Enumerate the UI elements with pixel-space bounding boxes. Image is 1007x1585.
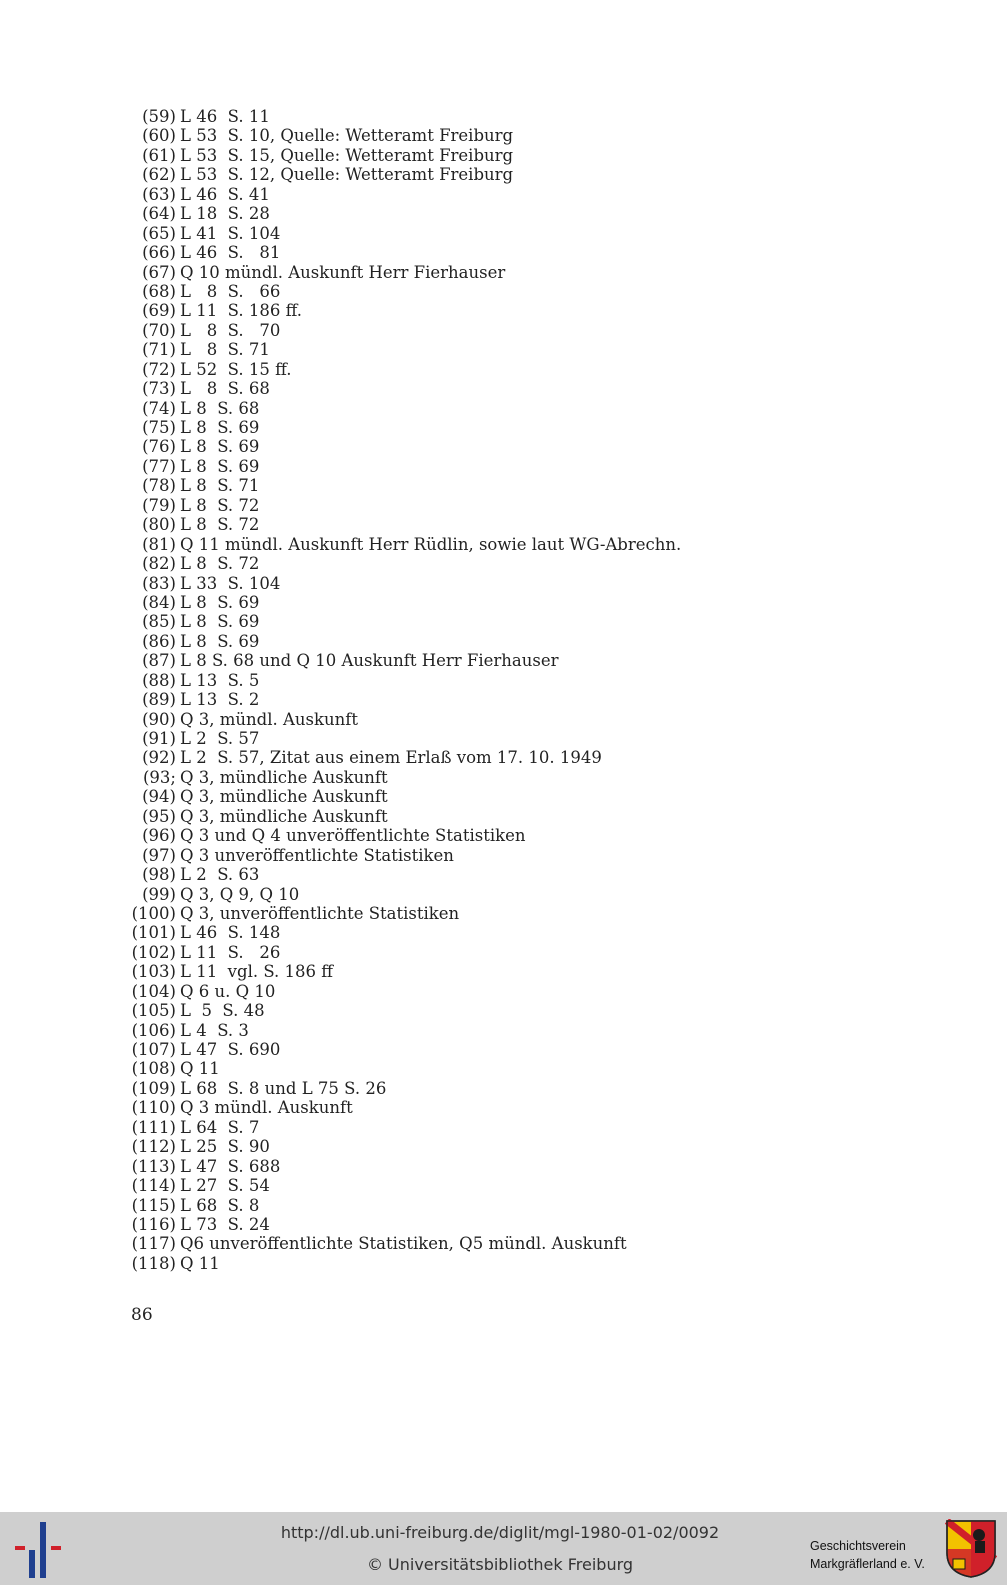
footnote-number: (94) [142, 787, 176, 807]
footnote-text: L 41 S. 104 [180, 223, 281, 243]
footnote-number: (75) [142, 418, 176, 437]
society-line-2: Markgräflerland e. V. [810, 1557, 925, 1571]
footnote-text: L 73 S. 24 [180, 1214, 270, 1234]
society-line-1: Geschichtsverein [810, 1539, 906, 1553]
footnote-item [128, 437, 828, 456]
footnote-number: (111) [131, 1117, 176, 1137]
footnote-text: L 8 S. 69 [180, 592, 260, 612]
footnote-number: (96) [142, 826, 176, 846]
footnote-number: (70) [142, 320, 176, 340]
footnote-text: L 8 S. 71 [180, 340, 270, 360]
footnote-text: L 53 S. 10, Quelle: Wetteramt Freiburg [180, 126, 514, 146]
footnote-number: (74) [142, 398, 176, 418]
footnote-number: (78) [142, 476, 176, 496]
footnote-item [128, 1001, 828, 1020]
footnote-text: Q 3, unveröffentlichte Statistiken [180, 903, 460, 923]
footnote-number: (115) [131, 1195, 176, 1215]
footnote-item [128, 146, 828, 165]
footnote-text: Q 10 mündl. Auskunft Herr Fierhauser [180, 262, 506, 282]
footnote-number: (100) [131, 903, 176, 923]
footnote-number: (63) [142, 184, 176, 204]
footnote-item [128, 107, 828, 126]
footnote-number: (112) [131, 1137, 176, 1157]
footnote-text: L 2 S. 63 [180, 865, 260, 885]
footnote-number: (65) [142, 223, 176, 243]
footnote-item [128, 457, 828, 476]
footnote-number: (88) [142, 670, 176, 690]
footnote-text: Q 3 mündl. Auskunft [180, 1098, 353, 1118]
footnote-text: L 33 S. 104 [180, 573, 281, 593]
footnote-text: L 11 S. 26 [180, 942, 281, 962]
footnote-number: (80) [142, 515, 176, 535]
footnote-text: Q 11 [180, 1253, 220, 1273]
footnote-number: (79) [142, 495, 176, 515]
footnote-text: L 53 S. 12, Quelle: Wetteramt Freiburg [180, 165, 514, 185]
footnote-text: L 8 S. 69 [180, 437, 260, 457]
page-number: 86 [131, 1305, 153, 1325]
footnote-number: (113) [131, 1156, 176, 1176]
society-name [810, 1537, 925, 1573]
footnote-item [128, 1079, 828, 1098]
footnote-item [128, 165, 828, 184]
footnote-number: (103) [131, 962, 176, 982]
footnote-number: (105) [131, 1001, 176, 1021]
footnote-item [128, 1157, 828, 1176]
footnote-item [128, 1176, 828, 1195]
footnote-text: L 47 S. 690 [180, 1040, 281, 1059]
footnote-text: L 8 S. 69 [180, 418, 260, 437]
footnote-number: (60) [142, 126, 176, 146]
footnote-number: (107) [131, 1040, 176, 1059]
footnote-text: L 8 S. 69 [180, 456, 260, 476]
footnote-text: L 46 S. 81 [180, 243, 281, 263]
footnote-text: L 2 S. 57 [180, 729, 260, 748]
footnote-number: (93; [143, 767, 176, 787]
footnote-text: Q 3 und Q 4 unveröffentlichte Statistiken [180, 826, 526, 846]
footnote-text: L 13 S. 5 [180, 670, 260, 690]
footnote-text: Q 11 mündl. Auskunft Herr Rüdlin, sowie laut WG-Abrechn. [180, 534, 682, 554]
footnote-item [128, 379, 828, 398]
footnote-text: L 68 S. 8 [180, 1195, 260, 1215]
footnote-item [128, 1059, 828, 1078]
footnote-item [128, 748, 828, 767]
footnote-number: (90) [142, 709, 176, 729]
footnote-number: (99) [142, 884, 176, 904]
footnote-item [128, 671, 828, 690]
footnote-text: Q 3 unveröffentlichte Statistiken [180, 845, 454, 865]
footnote-text: L 46 S. 41 [180, 184, 270, 204]
footnote-number: (101) [131, 923, 176, 943]
footnote-text: L 8 S. 68 und Q 10 Auskunft Herr Fierhauser [180, 651, 559, 671]
footnote-text: L 8 S. 68 [180, 398, 260, 418]
footnote-number: (62) [142, 165, 176, 185]
footnote-item [128, 1137, 828, 1156]
footnote-item [128, 593, 828, 612]
footnote-number: (77) [142, 456, 176, 476]
footnote-text: L 68 S. 8 und L 75 S. 26 [180, 1078, 387, 1098]
footnote-text: L 4 S. 3 [180, 1020, 249, 1040]
footnote-text: L 64 S. 7 [180, 1117, 260, 1137]
footnote-item [128, 710, 828, 729]
footnote-number: (95) [142, 806, 176, 826]
footnote-text: Q 11 [180, 1059, 220, 1079]
footnote-number: (109) [131, 1078, 176, 1098]
footnote-text: L 46 S. 148 [180, 923, 281, 943]
footnote-text: L 8 S. 72 [180, 554, 260, 574]
footnote-number: (81) [142, 534, 176, 554]
footnote-number: (69) [142, 301, 176, 321]
footnote-text: L 8 S. 71 [180, 476, 260, 496]
footnote-item [128, 282, 828, 301]
footnote-item [128, 126, 828, 145]
footnote-item [128, 943, 828, 962]
footnote-number: (87) [142, 651, 176, 671]
footnote-text: L 2 S. 57, Zitat aus einem Erlaß vom 17. 10. 1949 [180, 748, 602, 768]
footnote-text: L 53 S. 15, Quelle: Wetteramt Freiburg [180, 145, 514, 165]
footnote-text: L 5 S. 48 [180, 1001, 265, 1021]
footnote-item [128, 1254, 828, 1273]
footnote-text: L 8 S. 69 [180, 612, 260, 632]
footnote-item [128, 632, 828, 651]
footnote-item [128, 923, 828, 942]
footnote-item [128, 515, 828, 534]
footnote-number: (85) [142, 612, 176, 632]
footnote-text: L 13 S. 2 [180, 690, 260, 710]
footnote-item [128, 496, 828, 515]
footnote-number: (117) [131, 1234, 176, 1254]
footnote-item [128, 535, 828, 554]
footnote-text: L 46 S. 11 [180, 107, 270, 126]
footnote-item [128, 1215, 828, 1234]
footnote-item [128, 690, 828, 709]
footnote-number: (91) [142, 729, 176, 748]
footnote-number: (82) [142, 554, 176, 574]
footnote-text: L 8 S. 69 [180, 631, 260, 651]
footnote-number: (92) [142, 748, 176, 768]
footnote-item [128, 204, 828, 223]
footnote-text: Q 3, mündliche Auskunft [180, 767, 388, 787]
footnote-number: (59) [142, 107, 176, 126]
footnote-text: Q6 unveröffentlichte Statistiken, Q5 mündl. Auskunft [180, 1234, 627, 1254]
footnote-item [128, 729, 828, 748]
footnote-number: (98) [142, 865, 176, 885]
footnote-number: (89) [142, 690, 176, 710]
footnote-item [128, 807, 828, 826]
footnote-item [128, 904, 828, 923]
footnote-number: (67) [142, 262, 176, 282]
document-url-link[interactable]: http://dl.ub.uni-freiburg.de/diglit/mgl-1980-01-02/0092 [280, 1523, 720, 1542]
footnote-text: Q 3, mündl. Auskunft [180, 709, 358, 729]
footnote-text: L 47 S. 688 [180, 1156, 281, 1176]
footnote-item [128, 301, 828, 320]
footnote-item [128, 574, 828, 593]
ub-freiburg-logo-icon[interactable] [10, 1520, 66, 1578]
footnote-item [128, 885, 828, 904]
footnote-number: (83) [142, 573, 176, 593]
footnote-item [128, 321, 828, 340]
copyright-text: © Universitätsbibliothek Freiburg [366, 1555, 634, 1574]
footnote-item [128, 1040, 828, 1059]
footnote-text: Q 6 u. Q 10 [180, 981, 276, 1001]
footnote-number: (71) [142, 340, 176, 360]
footnote-item [128, 1234, 828, 1253]
footnote-item [128, 865, 828, 884]
footnote-number: (76) [142, 437, 176, 457]
footnote-number: (102) [131, 942, 176, 962]
footnote-number: (68) [142, 281, 176, 301]
footnote-item [128, 1098, 828, 1117]
footnote-item [128, 224, 828, 243]
footnote-text: L 8 S. 66 [180, 281, 281, 301]
footnote-item [128, 243, 828, 262]
footnote-item [128, 1118, 828, 1137]
footnote-text: Q 3, Q 9, Q 10 [180, 884, 300, 904]
footnote-item [128, 826, 828, 845]
footnote-number: (61) [142, 145, 176, 165]
footnote-text: L 8 S. 70 [180, 320, 281, 340]
footnote-item [128, 962, 828, 981]
footnote-number: (72) [142, 359, 176, 379]
footnote-number: (106) [131, 1020, 176, 1040]
footnote-item [128, 651, 828, 670]
footnote-text: L 52 S. 15 ff. [180, 359, 292, 379]
footnote-number: (86) [142, 631, 176, 651]
footnote-number: (66) [142, 243, 176, 263]
footnote-item [128, 185, 828, 204]
footnote-number: (64) [142, 204, 176, 224]
footnote-item [128, 554, 828, 573]
footnote-item [128, 768, 828, 787]
footnote-text: L 11 vgl. S. 186 ff [180, 962, 334, 982]
footnote-text: L 8 S. 72 [180, 515, 260, 535]
footnote-text: Q 3, mündliche Auskunft [180, 806, 388, 826]
viewer-footer [0, 1512, 1007, 1585]
footnote-item [128, 787, 828, 806]
footnote-text: Q 3, mündliche Auskunft [180, 787, 388, 807]
footnote-text: L 18 S. 28 [180, 204, 270, 224]
footnote-number: (116) [131, 1214, 176, 1234]
footnote-item [128, 1021, 828, 1040]
footnote-text: L 8 S. 68 [180, 379, 270, 399]
footnote-number: (104) [131, 981, 176, 1001]
footnote-item [128, 846, 828, 865]
coat-of-arms-icon[interactable] [945, 1519, 997, 1579]
footnote-item [128, 612, 828, 631]
footnote-number: (84) [142, 592, 176, 612]
footnote-text: L 25 S. 90 [180, 1137, 270, 1157]
footnote-text: L 8 S. 72 [180, 495, 260, 515]
footnote-list [128, 107, 828, 1273]
footnote-number: (114) [131, 1176, 176, 1196]
footnote-number: (110) [131, 1098, 176, 1118]
footnote-number: (97) [142, 845, 176, 865]
footnote-text: L 11 S. 186 ff. [180, 301, 303, 321]
footnote-item [128, 1196, 828, 1215]
footnote-item [128, 982, 828, 1001]
footnote-item [128, 418, 828, 437]
footnote-number: (118) [131, 1253, 176, 1273]
footnote-item [128, 360, 828, 379]
footnote-text: L 27 S. 54 [180, 1176, 270, 1196]
footnote-item [128, 340, 828, 359]
footnote-item [128, 476, 828, 495]
footnote-number: (108) [131, 1059, 176, 1079]
footnote-item [128, 263, 828, 282]
footnote-item [128, 399, 828, 418]
footnote-number: (73) [142, 379, 176, 399]
